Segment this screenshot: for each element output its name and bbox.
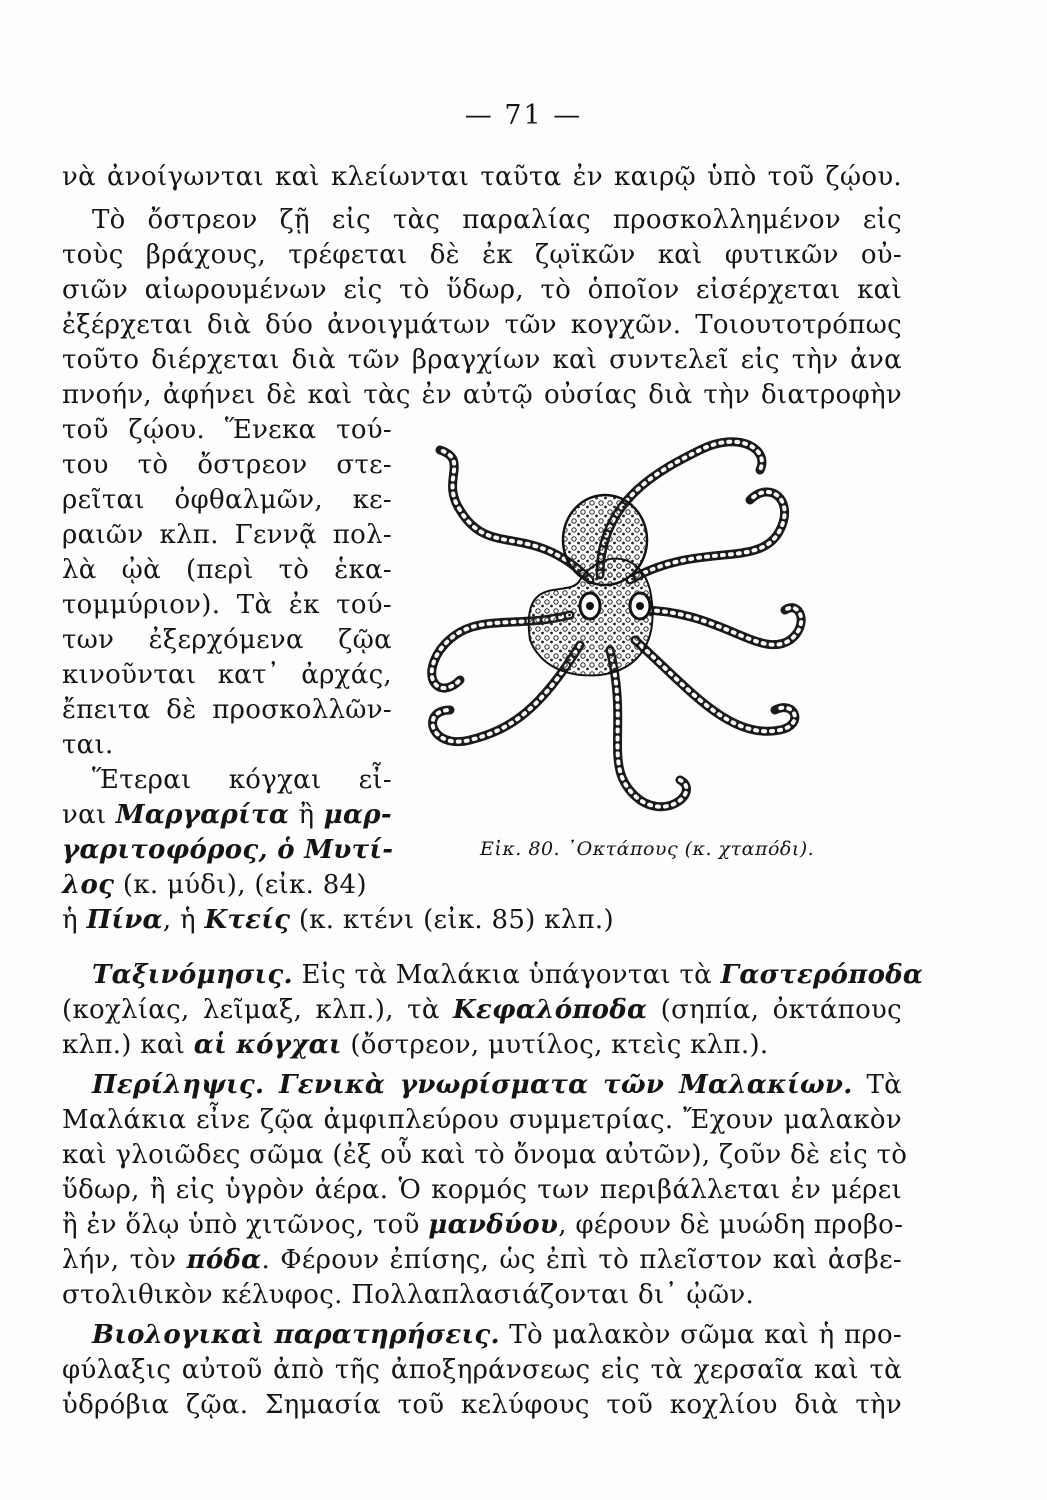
summary-line: ὕδωρ, ἢ εἰς ὑγρὸν ἀέρα. Ὁ κορμός των περιβάλλεται ἐν μέρει — [62, 1175, 902, 1205]
bio-line: φύλαξις αὐτοῦ ἀπὸ τῆς ἀποξηράνσεως εἰς τὰ χερσαῖα καὶ τὰ — [62, 1355, 902, 1385]
text-line: ραιῶν κλπ. Γεννᾷ πολ- — [62, 520, 392, 550]
text-line: πνοήν, ἀφήνει δὲ καὶ τὰς ἐν αὐτῷ οὐσίας διὰ τὴν διατροφὴν — [62, 380, 902, 410]
taxonomy-line: κλπ.) καὶ αἱ κόγχαι (ὄστρεον, μυτίλος, κτεὶς κλπ.). — [62, 1030, 769, 1060]
bio-line: Βιολογικαὶ παρατηρήσεις. Τὸ μαλακὸν σῶμα καὶ ἡ προ- — [92, 1320, 902, 1350]
text-line: ἔπειτα δὲ προσκολλῶν- — [62, 695, 392, 725]
text-line: νὰ ἀνοίγωνται καὶ κλείωνται ταῦτα ἐν καιρῷ ὑπὸ τοῦ ζῴου. — [62, 162, 902, 192]
text-line: λος (κ. μύδι), (εἰκ. 84) — [62, 870, 367, 900]
text-line: κινοῦνται κατ᾽ ἀρχάς, — [62, 660, 392, 690]
text-line: τομμύριον). Τὰ ἐκ τού- — [62, 590, 392, 620]
summary-line: Περίληψις. Γενικὰ γνωρίσματα τῶν Μαλακίων. Τὰ — [92, 1070, 902, 1100]
text-line: των ἐξερχόμενα ζῷα — [62, 625, 392, 655]
text-line: τοὺς βράχους, τρέφεται δὲ ἐκ ζῳϊκῶν καὶ φυτικῶν οὐ- — [62, 240, 902, 270]
taxonomy-line: (κοχλίας, λεῖμαξ, κλπ.), τὰ Κεφαλόποδα (σηπία, ὀκτάπους — [62, 995, 902, 1025]
summary-line: καὶ γλοιῶδες σῶμα (ἐξ οὗ καὶ τὸ ὄνομα αὐτῶν), ζοῦν δὲ εἰς τὸ — [62, 1140, 908, 1170]
text-line: λὰ ᾠὰ (περὶ τὸ ἑκα- — [62, 555, 392, 585]
taxonomy-line: Ταξινόμησις. Εἰς τὰ Μαλάκια ὑπάγονται τὰ Γαστερόποδα — [92, 960, 924, 990]
text-line: Ἕτεραι κόγχαι εἶ- — [92, 765, 392, 795]
text-line: ρεῖται ὀφθαλμῶν, κε- — [62, 485, 392, 515]
figure-caption: Εἰκ. 80. ᾿Οκτάπους (κ. χταπόδι). — [480, 838, 815, 860]
octopus-illustration — [400, 410, 820, 830]
text-line: του τὸ ὄστρεον στε- — [62, 450, 392, 480]
text-line: ται. — [62, 730, 114, 760]
text-line: τοῦ ζῴου. Ἕνεκα τού- — [62, 415, 392, 445]
page-number: — 71 — — [464, 100, 583, 131]
summary-line: Μαλάκια εἶνε ζῷα ἀμφιπλεύρου συμμετρίας. Ἔχουν μαλακὸν — [62, 1105, 902, 1135]
text-line: γαριτοφόρος, ὁ Μυτί- — [62, 835, 394, 865]
text-line: ναι Μαργαρίτα ἢ μαρ- — [62, 800, 392, 830]
text-line: τοῦτο διέρχεται διὰ τῶν βραγχίων καὶ συντελεῖ εἰς τὴν ἀνα — [62, 345, 902, 375]
text-line: ἡ Πίνα, ἡ Κτείς (κ. κτένι (εἰκ. 85) κλπ.) — [62, 905, 614, 935]
summary-line: στολιθικὸν κέλυφος. Πολλαπλασιάζονται δι᾽ ᾠῶν. — [62, 1280, 755, 1310]
summary-line: λήν, τὸν πόδα. Φέρουν ἐπίσης, ὡς ἐπὶ τὸ πλεῖστον καὶ ἀσβε- — [62, 1245, 902, 1275]
text-line: σιῶν αἰωρουμένων εἰς τὸ ὕδωρ, τὸ ὁποῖον εἰσέρχεται καὶ — [62, 275, 902, 305]
text-line: ἐξέρχεται διὰ δύο ἀνοιγμάτων τῶν κογχῶν. Τοιουτοτρόπως — [62, 310, 902, 340]
bio-line: ὑδρόβια ζῷα. Σημασία τοῦ κελύφους τοῦ κοχλίου διὰ τὴν — [62, 1390, 902, 1420]
summary-line: ἢ ἐν ὅλῳ ὑπὸ χιτῶνος, τοῦ μανδύου, φέρουν δὲ μυώδη προβο- — [62, 1210, 904, 1240]
text-line: Τὸ ὄστρεον ζῇ εἰς τὰς παραλίας προσκολλημένον εἰς — [92, 205, 902, 235]
